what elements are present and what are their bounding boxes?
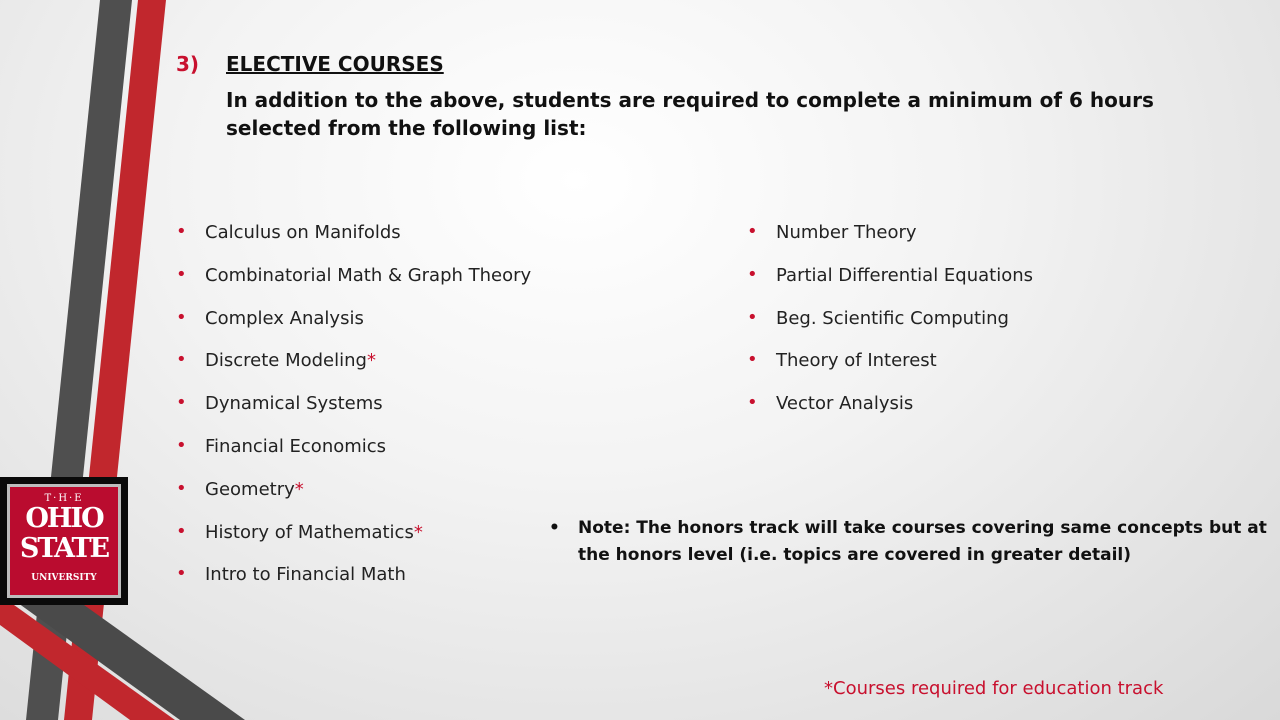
logo-ohio-text: OHIO bbox=[25, 503, 103, 534]
list-item bbox=[176, 265, 531, 308]
logo-university-text: UNIVERSITY bbox=[31, 573, 97, 583]
list-item bbox=[747, 265, 1033, 308]
honors-note-text: Note: The honors track will take courses covering same concepts but at the honors level (i.e. topics are covered in greater detail) bbox=[578, 518, 1267, 565]
list-item bbox=[176, 564, 531, 607]
list-item bbox=[176, 308, 531, 351]
list-item bbox=[176, 479, 531, 522]
list-item bbox=[747, 308, 1033, 351]
logo-the-text: T·H·E bbox=[44, 493, 84, 504]
list-item bbox=[747, 350, 1033, 393]
section-number: 3) bbox=[176, 52, 200, 76]
section-subtitle: In addition to the above, students are required to complete a minimum of 6 hours selected from the following list: bbox=[226, 88, 1154, 140]
course-name: Partial Differential Equations bbox=[776, 264, 1034, 286]
course-name: Financial Economics bbox=[205, 435, 387, 457]
course-name: Complex Analysis bbox=[205, 307, 364, 329]
course-name: Discrete Modeling bbox=[205, 350, 367, 372]
list-item bbox=[176, 350, 531, 393]
course-name: Dynamical Systems bbox=[205, 393, 383, 415]
honors-note bbox=[549, 515, 1280, 569]
course-name: Beg. Scientific Computing bbox=[776, 307, 1009, 329]
course-name: Combinatorial Math & Graph Theory bbox=[205, 264, 532, 286]
list-item bbox=[747, 393, 1033, 436]
osu-logo-badge bbox=[7, 484, 121, 598]
course-name: History of Mathematics bbox=[205, 521, 414, 543]
section-title: ELECTIVE COURSES bbox=[226, 52, 444, 76]
course-name: Vector Analysis bbox=[776, 393, 914, 415]
required-star: * bbox=[413, 521, 423, 543]
logo-state-text: STATE bbox=[19, 533, 109, 564]
list-item bbox=[176, 522, 531, 565]
course-list-right bbox=[747, 222, 1033, 436]
required-star: * bbox=[366, 350, 376, 372]
list-item bbox=[747, 222, 1033, 265]
footnote: *Courses required for education track bbox=[824, 678, 1164, 699]
list-item bbox=[176, 436, 531, 479]
course-name: Calculus on Manifolds bbox=[205, 222, 401, 243]
course-list-left bbox=[176, 222, 531, 607]
osu-logo bbox=[0, 477, 128, 605]
list-item bbox=[176, 393, 531, 436]
course-name: Number Theory bbox=[776, 222, 917, 243]
course-name: Geometry bbox=[205, 478, 295, 500]
required-star: * bbox=[294, 478, 304, 500]
course-name: Intro to Financial Math bbox=[205, 564, 406, 586]
bullet-icon: • bbox=[549, 518, 560, 538]
course-name: Theory of Interest bbox=[776, 350, 937, 372]
list-item bbox=[176, 222, 531, 265]
